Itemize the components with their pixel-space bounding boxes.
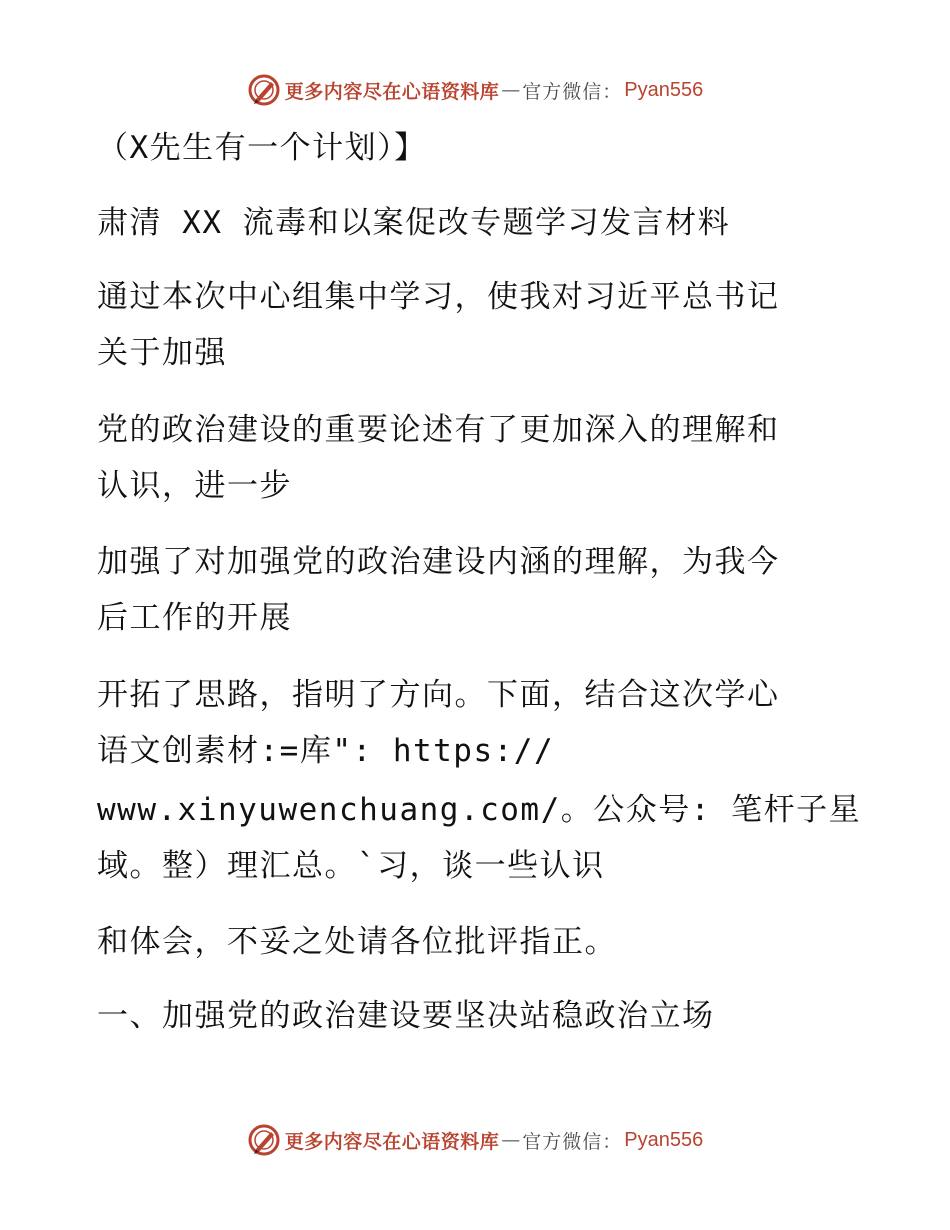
doc-line-13: 和体会，不妥之处请各位批评指正。 bbox=[97, 924, 617, 960]
doc-section-heading: 一、加强党的政治建设要坚决站稳政治立场 bbox=[97, 998, 715, 1034]
header-banner bbox=[0, 70, 950, 110]
doc-line-6: 认识，进一步 bbox=[97, 468, 292, 504]
doc-line-7: 加强了对加强党的政治建设内涵的理解，为我今 bbox=[97, 544, 780, 580]
banner-wechat-id: Pyan556 bbox=[624, 1128, 704, 1151]
doc-line-4: 关于加强 bbox=[97, 335, 227, 371]
doc-line-3: 通过本次中心组集中学习，使我对习近平总书记 bbox=[97, 279, 780, 315]
banner-dash: — bbox=[501, 1129, 521, 1151]
doc-line-5: 党的政治建设的重要论述有了更加深入的理解和 bbox=[97, 412, 780, 448]
doc-line-8: 后工作的开展 bbox=[97, 600, 292, 636]
banner-site-name: 更多内容尽在心语资料库 bbox=[284, 80, 500, 103]
pen-logo-icon bbox=[247, 1123, 281, 1157]
footer-banner-content bbox=[247, 1123, 704, 1157]
pen-logo-icon bbox=[247, 73, 281, 107]
doc-line-12: 域。整）理汇总。`习，谈一些认识 bbox=[97, 848, 605, 884]
doc-line-9: 开拓了思路，指明了方向。下面，结合这次学心 bbox=[97, 677, 780, 713]
banner-dash: — bbox=[501, 79, 521, 101]
banner-wechat-label: 官方微信： bbox=[522, 1130, 623, 1153]
doc-title: 肃清 XX 流毒和以案促改专题学习发言材料 bbox=[97, 205, 731, 241]
banner-site-name: 更多内容尽在心语资料库 bbox=[284, 1130, 500, 1153]
banner-wechat-id: Pyan556 bbox=[624, 78, 704, 101]
header-banner-content bbox=[247, 73, 704, 107]
doc-line-11: www.xinyuwenchuang.com/。公众号: 笔杆子星 bbox=[97, 792, 862, 828]
doc-line-1: （X先生有一个计划）】 bbox=[97, 130, 427, 166]
banner-wechat-label: 官方微信： bbox=[522, 80, 623, 103]
footer-banner bbox=[0, 1120, 950, 1160]
doc-line-10: 语文创素材:=库": https:// bbox=[97, 733, 555, 769]
